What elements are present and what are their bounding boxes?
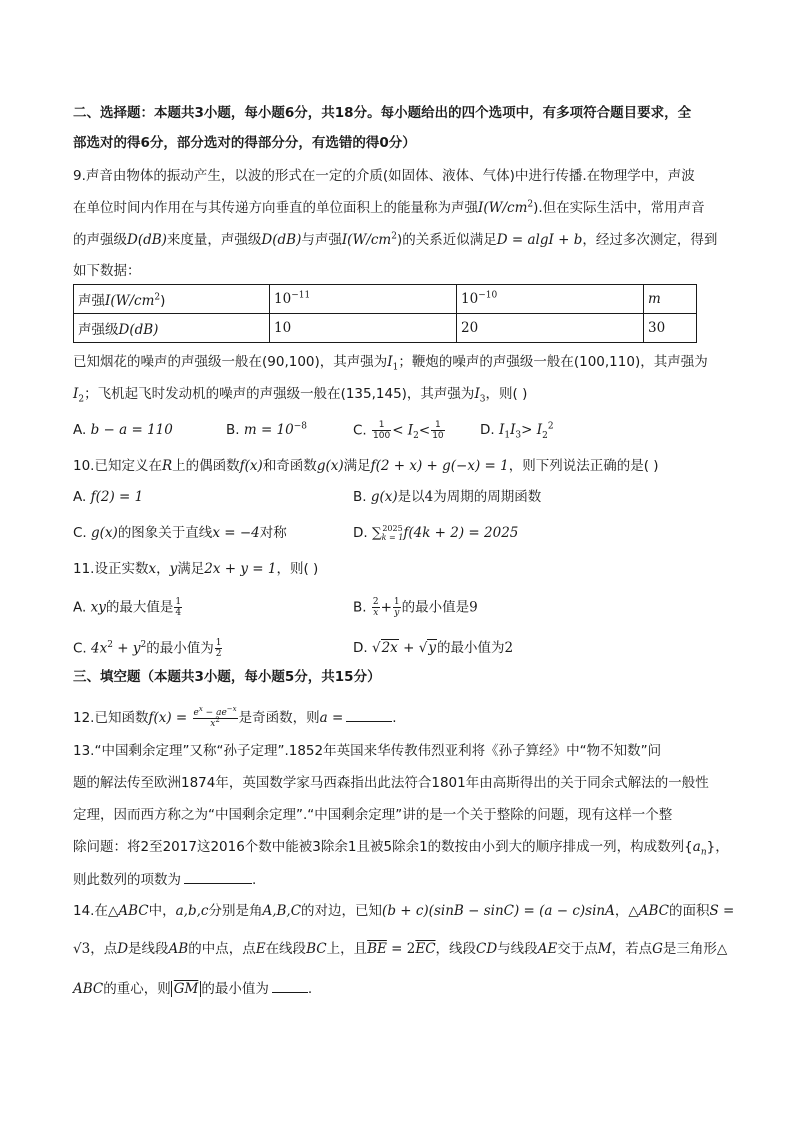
table-cell: $10^{-10}$ xyxy=(457,285,644,314)
q10-stem: 10.已知定义在R上的偶函数f(x)和奇函数g(x)满足f(2 + x) + g(−x) = 1，则下列说法正确的是( ) xyxy=(73,458,659,474)
q11-option-d[interactable]: D. √2x + √y的最小值为2 xyxy=(353,640,514,656)
q14-line2: √3，点D是线段AB的中点，点E在线段BC上，且$\overline{BE} = 2\overline{EC}$，线段CD与线段AE交于点M，若点G是三角形△ xyxy=(73,941,728,957)
q13-line1: 13.“中国剩余定理”又称“孙子定理”.1852年英国来华传教伟烈亚利将《孙子算经》中“物不知数”问 xyxy=(73,743,662,759)
q9-text: 的声强级 xyxy=(73,232,127,248)
table-cell: 10 xyxy=(270,314,457,343)
q9-text: 来度量，声强级 xyxy=(166,232,262,248)
q9-line4: 如下数据： xyxy=(73,263,141,279)
q12-answer-blank[interactable] xyxy=(346,707,392,722)
q11-stem: 11.设正实数x，y满足2x + y = 1，则( ) xyxy=(73,561,319,577)
q9-option-d[interactable]: D. $I_1I_3> I_2^2$ xyxy=(480,421,554,441)
q9-option-b[interactable]: B. $m = 10^{-8}$ xyxy=(226,421,308,438)
q9-after1: 已知烟花的噪声的声强级一般在(90,100)，其声强为$I_1$；鞭炮的噪声的声强级一般在(100,110)，其声强为 xyxy=(73,354,708,373)
q9-text: 与声强 xyxy=(301,232,342,248)
section2-heading: 二、选择题：本题共3小题，每小题6分，共18分。每小题给出的四个选项中，有多项符合题目要求，全 xyxy=(73,105,692,121)
q12-fraction: $\frac{e^x - ae^{-x}}{x^2}$ xyxy=(193,704,237,729)
q13-line2: 题的解法传至欧洲1874年，英国数学家马西森指出此法符合1801年由高斯得出的关于同余式解法的一般性 xyxy=(73,775,709,791)
q13-answer-blank[interactable] xyxy=(184,869,252,884)
q10-option-a[interactable]: A. f(2) = 1 xyxy=(73,489,144,505)
q10-option-c[interactable]: C. g(x)的图象关于直线x = −4对称 xyxy=(73,525,287,541)
q9-text: ，经过多次测定，得到 xyxy=(582,232,718,248)
q13-line5: 则此数列的项数为 . xyxy=(73,869,256,890)
q9-line3: 的声强级D(dB)来度量，声强级D(dB)与声强$I(W/cm^2)$的关系近似满足D = algI + b，经过多次测定，得到 xyxy=(73,231,718,248)
q9-option-c[interactable]: C. $\frac{1}{100}$ < $I_2<$ $\frac{1}{10}$ xyxy=(353,420,444,442)
table-cell: 30 xyxy=(644,314,697,343)
section2-heading-cont: 部选对的得6分，部分选对的得部分分，有选错的得0分） xyxy=(73,135,416,151)
q9-data-table xyxy=(73,284,697,343)
q14-answer-blank[interactable] xyxy=(272,978,308,993)
q14-line3: ABC的重心，则 $\overline{GM}$ 的最小值为 . xyxy=(73,978,312,999)
q14-line1: 14.在△ABC中，a,b,c分别是角A,B,C的对边，已知(b + c)(sinB − sinC) = (a − c)sinA，△ABC的面积S = xyxy=(73,903,735,919)
q9-math: I(W/cm xyxy=(478,200,528,216)
q10-option-d[interactable]: D. ∑ 2025 k = 1 f(4k + 2) = 2025 xyxy=(353,524,519,542)
q9-math: D(dB) xyxy=(127,232,167,248)
q9-math: I(W/cm xyxy=(341,232,392,248)
section3-heading: 三、填空题（本题共3小题，每小题5分，共15分） xyxy=(73,669,381,685)
table-cell: $10^{-11}$ xyxy=(270,285,457,314)
q9-line1: 9.声音由物体的振动产生，以波的形式在一定的介质(如固体、液体、气体)中进行传播.在物理学中，声波 xyxy=(73,168,695,184)
q9-option-a[interactable]: A. b − a = 110 xyxy=(73,422,173,438)
q13-line3: 定理，因而西方称之为“中国剩余定理”.“中国剩余定理”讲的是一个关于整除的问题，现有这样一个整 xyxy=(73,807,673,823)
table-cell: 20 xyxy=(457,314,644,343)
q10-option-b[interactable]: B. g(x)是以4为周期的周期函数 xyxy=(353,489,542,505)
q11-option-a[interactable]: A. xy的最大值是 $\frac{1}{4}$ xyxy=(73,597,182,618)
table-row xyxy=(74,285,697,314)
table-cell: m xyxy=(644,285,697,314)
q9-formula: D = algI + b xyxy=(496,232,583,248)
q9-text: 在单位时间内作用在与其传递方向垂直的单位面积上的能量称为声强 xyxy=(73,200,478,216)
q9-text: )的关系近似满足 xyxy=(396,232,497,248)
q9-text: ).但在实际生活中，常用声音 xyxy=(533,200,705,216)
q9-after2: $I_2$；飞机起飞时发动机的噪声的声强级一般在(135,145)，其声强为$I_3$，则( ) xyxy=(73,386,528,405)
table-cell: 声强级D(dB) xyxy=(74,314,270,343)
q11-option-b[interactable]: B. $\frac{2}{x}$ + $\frac{1}{y}$ 的最小值是9 xyxy=(353,597,478,618)
q9-line2: 在单位时间内作用在与其传递方向垂直的单位面积上的能量称为声强$I(W/cm^2)$.但在实际生活中，常用声音 xyxy=(73,199,705,216)
q9-math: D(dB) xyxy=(261,232,302,248)
table-row xyxy=(74,314,697,343)
table-cell: 声强$I(W/cm^2)$ xyxy=(74,285,270,314)
q12-stem: 12.已知函数f(x) = $\frac{e^x - ae^{-x}}{x^2}$ 是奇函数，则a = . xyxy=(73,704,397,729)
q11-option-c[interactable]: C. $4x^2 + y^2$的最小值为 $\frac{1}{2}$ xyxy=(73,638,222,659)
q13-line4: 除问题：将2至2017这2016个数中能被3除余1且被5除余1的数按由小到大的顺序排成一列，构成数列$\{a_n\}$， xyxy=(73,839,729,858)
